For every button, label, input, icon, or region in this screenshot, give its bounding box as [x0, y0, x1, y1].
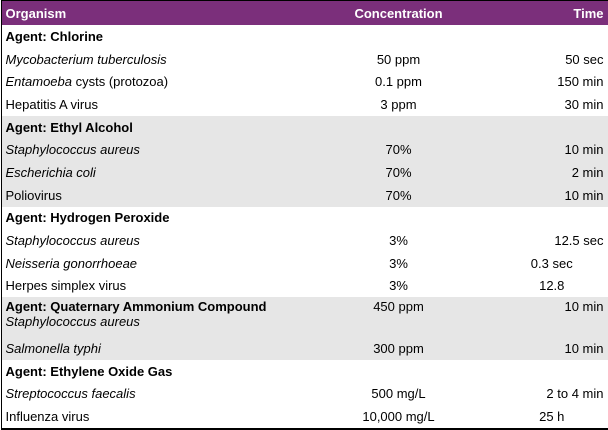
concentration-cell: 3% [301, 275, 496, 298]
organism-name: Herpes simplex virus [6, 278, 127, 293]
organism-name: Neisseria gonorrhoeae [6, 256, 138, 271]
organism-cell [1, 405, 301, 429]
organism-cell [1, 275, 301, 298]
organism-name: Staphylococcus aureus [6, 314, 140, 329]
concentration-cell: 10,000 mg/L [301, 405, 496, 429]
agent-row-chlorine [1, 25, 608, 48]
organism-name: Influenza virus [6, 409, 90, 424]
table-row [1, 161, 608, 184]
time-cell: 10 min [496, 138, 608, 161]
header-organism: Organism [1, 1, 301, 26]
organism-cell [1, 383, 301, 406]
concentration-cell: 450 ppm [301, 297, 496, 337]
table-row [1, 48, 608, 71]
disinfectant-table [1, 0, 608, 430]
organism-suffix: cysts (protozoa) [72, 74, 168, 89]
concentration-cell: 300 ppm [301, 337, 496, 360]
agent-row-ethylene-oxide [1, 360, 608, 383]
organism-cell [1, 229, 301, 252]
concentration-cell: 3% [301, 229, 496, 252]
concentration-cell: 70% [301, 161, 496, 184]
concentration-cell: 70% [301, 184, 496, 207]
agent-label: Agent: Chlorine [1, 25, 608, 48]
organism-cell [1, 138, 301, 161]
concentration-cell: 500 mg/L [301, 383, 496, 406]
header-time: Time [496, 1, 608, 26]
concentration-cell: 70% [301, 138, 496, 161]
organism-name: Escherichia coli [6, 165, 96, 180]
time-cell: 10 min [496, 297, 608, 337]
organism-cell [1, 93, 301, 116]
agent-label: Agent: Quaternary Ammonium Compound [6, 299, 267, 314]
organism-cell [1, 184, 301, 207]
organism-name: Mycobacterium tuberculosis [6, 52, 167, 67]
agent-row-quaternary-ammonium [1, 297, 608, 337]
table-row [1, 275, 608, 298]
header-concentration: Concentration [301, 1, 496, 26]
organism-name: Streptococcus faecalis [6, 386, 136, 401]
time-cell: 0.3 sec [496, 252, 608, 275]
time-cell: 25 h [496, 405, 608, 429]
time-cell: 10 min [496, 337, 608, 360]
agent-row-ethyl-alcohol [1, 116, 608, 139]
concentration-cell: 50 ppm [301, 48, 496, 71]
concentration-cell: 3 ppm [301, 93, 496, 116]
table-row [1, 70, 608, 93]
header-row [1, 1, 608, 26]
organism-name: Staphylococcus aureus [6, 142, 140, 157]
concentration-cell: 3% [301, 252, 496, 275]
time-cell: 12.5 sec [496, 229, 608, 252]
table-row [1, 138, 608, 161]
organism-cell [1, 337, 301, 360]
agent-label: Agent: Hydrogen Peroxide [1, 207, 608, 230]
table-row [1, 252, 608, 275]
organism-cell [1, 70, 301, 93]
time-cell: 50 sec [496, 48, 608, 71]
table-row [1, 229, 608, 252]
table-row [1, 405, 608, 429]
organism-name: Staphylococcus aureus [6, 233, 140, 248]
agent-row-hydrogen-peroxide [1, 207, 608, 230]
organism-name: Salmonella typhi [6, 341, 101, 356]
organism-name: Entamoeba [6, 74, 73, 89]
organism-name: Hepatitis A virus [6, 97, 99, 112]
table-row [1, 383, 608, 406]
time-cell: 30 min [496, 93, 608, 116]
organism-cell [1, 161, 301, 184]
time-cell: 2 to 4 min [496, 383, 608, 406]
agent-label: Agent: Ethyl Alcohol [1, 116, 608, 139]
time-cell: 12.8 [496, 275, 608, 298]
time-cell: 2 min [496, 161, 608, 184]
concentration-cell: 0.1 ppm [301, 70, 496, 93]
organism-cell [1, 252, 301, 275]
table-row [1, 93, 608, 116]
time-cell: 10 min [496, 184, 608, 207]
organism-cell [1, 48, 301, 71]
table-row [1, 184, 608, 207]
table-row [1, 337, 608, 360]
agent-label: Agent: Ethylene Oxide Gas [1, 360, 608, 383]
organism-cell [1, 297, 301, 337]
time-cell: 150 min [496, 70, 608, 93]
organism-name: Poliovirus [6, 188, 62, 203]
